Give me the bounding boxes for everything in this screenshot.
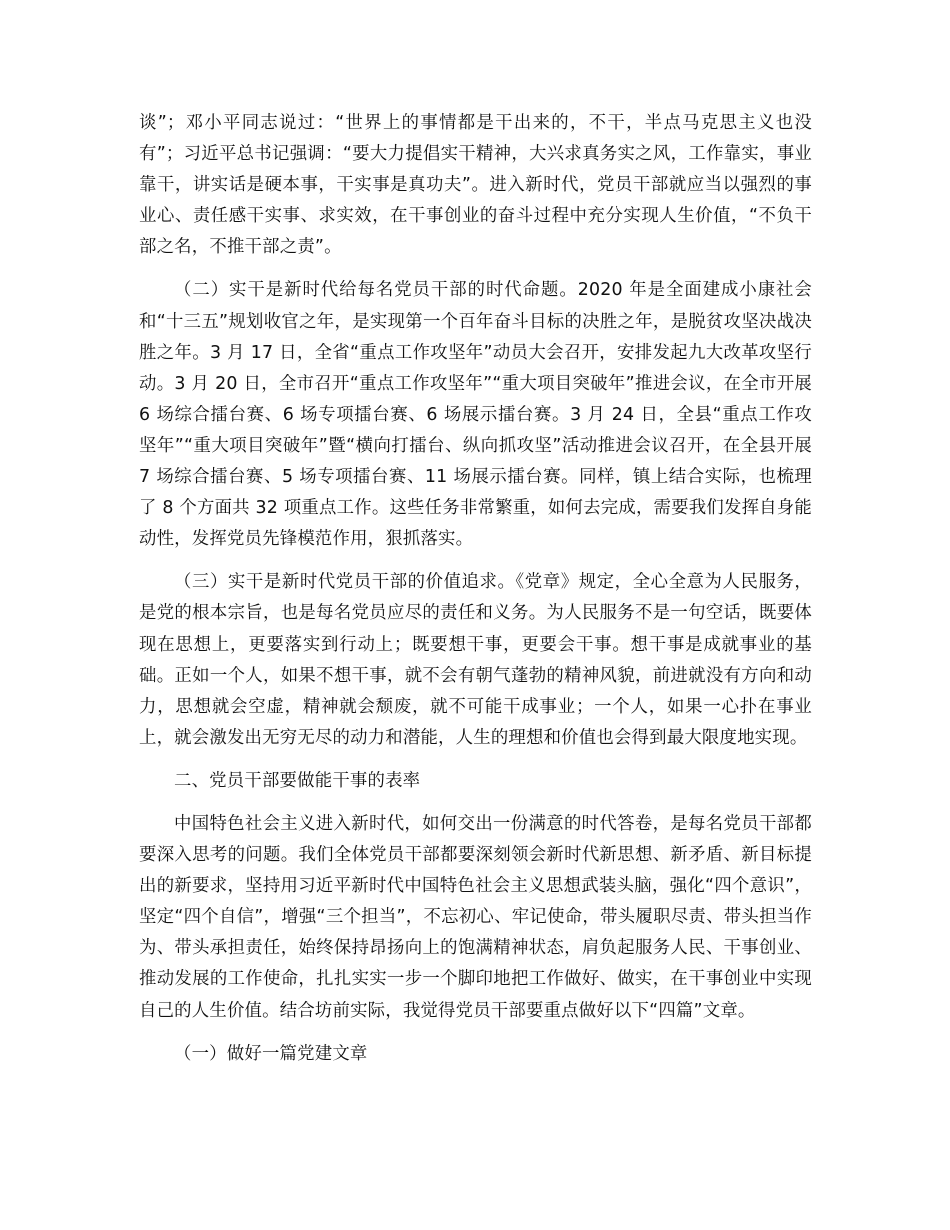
paragraph-section-three: （三）实干是新时代党员干部的价值追求。《党章》规定，全心全意为人民服务，是党的根本宗旨，也是每名党员应尽的责任和义务。为人民服务不是一句空话，既要体现在思想上，更要落实到行动上；既要想干事，更要会干事。想干事是成就事业的基础。正如一个人，如果不想干事，就不会有朝气蓬勃的精神风貌，前进就没有方向和动力，思想就会空虚，精神就会颓废，就不可能干成事业；一个人，如果一心扑在事业上，就会激发出无穷无尽的动力和潜能，人生的理想和价值也会得到最大限度地实现。	[139, 572, 812, 748]
section-heading: 二、党员干部要做能干事的表率	[174, 770, 421, 791]
document-page	[139, 108, 812, 1070]
paragraph-continuation: 谈”；邓小平同志说过：“世界上的事情都是干出来的，不干，半点马克思主义也没有”；习近平总书记强调：“要大力提倡实干精神，大兴求真务实之风，工作靠实，事业靠干，讲实话是硬本事，干实事是真功夫”。进入新时代，党员干部就应当以强烈的事业心、责任感干实事、求实效，在干事创业的奋斗过程中充分实现人生价值，“不负干部之名，不推干部之责”。	[139, 113, 812, 258]
paragraph-section-two: （二）实干是新时代给每名党员干部的时代命题。2020 年是全面建成小康社会和“十三五”规划收官之年，是实现第一个百年奋斗目标的决胜之年，是脱贫攻坚决战决胜之年。3 月 17 日，全省“重点工作攻坚年”动员大会召开，安排发起九大改革攻坚行动。3 月 20 日，全市召开“重点工作攻坚年”“重大项目突破年”推进会议，在全市开展 6 场综合擂台赛、6 场专项擂台赛、6 场展示擂台赛。3 月 24 日，全县“重点工作攻坚年”“重大项目突破年”暨“横向打擂台、纵向抓攻坚”活动推进会议召开，在全县开展 7 场综合擂台赛、5 场专项擂台赛、11 场展示擂台赛。同样，镇上结合实际，也梳理了 8 个方面共 32 项重点工作。这些任务非常繁重，如何去完成，需要我们发挥自身能动性，发挥党员先锋模范作用，狠抓落实。	[139, 280, 812, 550]
subsection-heading: （一）做好一篇党建文章	[174, 1043, 368, 1064]
paragraph-new-era: 中国特色社会主义进入新时代，如何交出一份满意的时代答卷，是每名党员干部都要深入思考的问题。我们全体党员干部都要深刻领会新时代新思想、新矛盾、新目标提出的新要求，坚持用习近平新时代中国特色社会主义思想武装头脑，强化“四个意识”，坚定“四个自信”，增强“三个担当”，不忘初心、牢记使命，带头履职尽责、带头担当作为、带头承担责任，始终保持昂扬向上的饱满精神状态，肩负起服务人民、干事创业、推动发展的工作使命，扎扎实实一步一个脚印地把工作做好、做实，在干事创业中实现自己的人生价值。结合坊前实际，我觉得党员干部要重点做好以下“四篇”文章。	[139, 813, 812, 1021]
